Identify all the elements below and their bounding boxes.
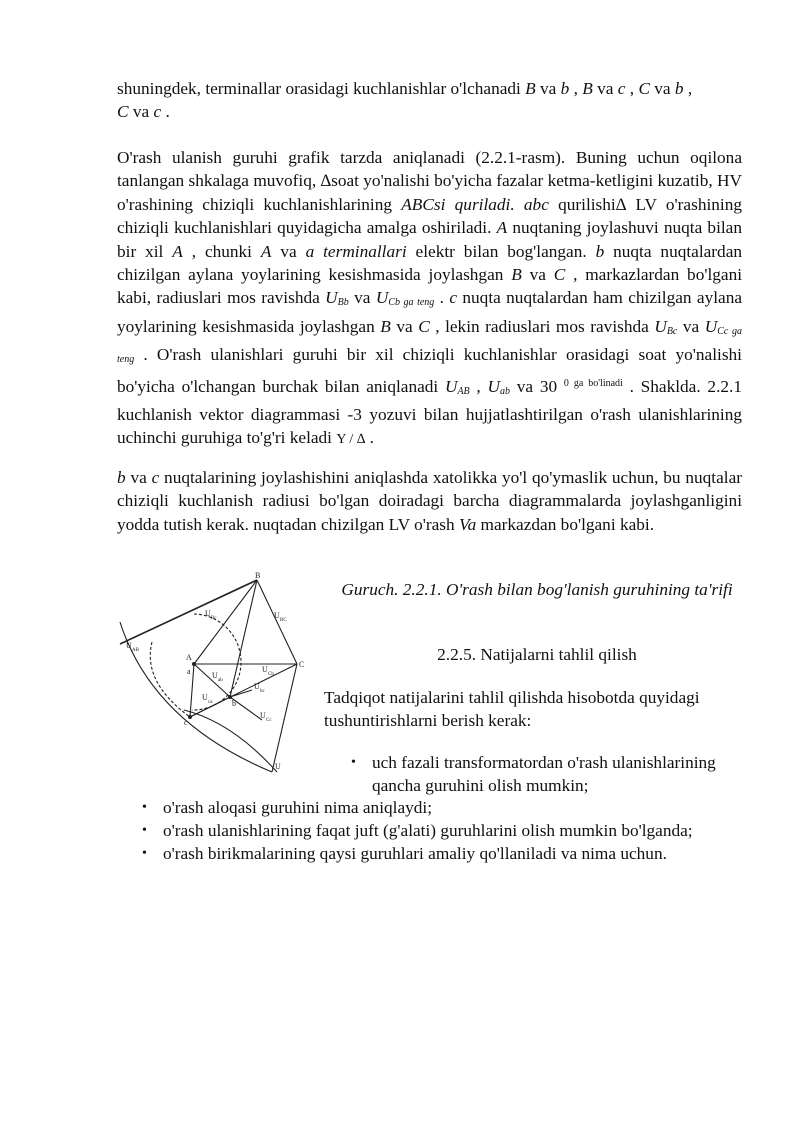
symbol: B xyxy=(582,79,593,98)
text: va xyxy=(125,468,152,487)
subscript: Cc xyxy=(266,718,272,723)
bullet-icon: • xyxy=(351,755,356,770)
text: va xyxy=(677,316,705,336)
symbol: B xyxy=(380,316,391,336)
symbol: B xyxy=(511,265,522,285)
bullet-text: o'rash ulanishlarining faqat juft (g'alati) guruhlarini olish mumkin bo'lganda; xyxy=(163,821,693,840)
paragraph-terminal-voltages xyxy=(117,77,742,124)
symbol: c xyxy=(151,468,160,487)
subscript: ab xyxy=(500,385,511,397)
subscript: Cc ga teng xyxy=(117,325,743,366)
text: va xyxy=(390,316,419,336)
bullet-icon: • xyxy=(142,800,147,815)
symbol: U xyxy=(704,316,718,336)
text: shuningdek, terminallar orasidagi kuchlanishlar o'lchanadi xyxy=(117,79,526,98)
text: . xyxy=(365,428,374,448)
subscript: bc xyxy=(260,689,265,694)
subscript: AB xyxy=(132,648,139,653)
text: , xyxy=(469,376,488,396)
label-U-bottom: U xyxy=(275,762,281,771)
subscript: BC xyxy=(280,618,287,623)
line-b-arrow xyxy=(230,690,252,697)
symbol: C xyxy=(418,316,430,336)
text: va xyxy=(348,288,376,308)
label-U-ca: U xyxy=(202,693,208,702)
text: O'rash ulanish guruhi grafik tarzda aniqlanadi (2.2.1-rasm). Buning uchun oqilona tanlangan shkalaga muvofiq, ∆soat yo'nalishi bo'yicha fazalar ketma-ketligini kuzatib, HV o'rashining chiziqli kuchlanishlarining xyxy=(117,148,742,214)
symbol: A xyxy=(172,241,183,261)
symbol: ABCsi quriladi. abc xyxy=(401,194,549,214)
figure-caption: Guruch. 2.2.1. O'rash bilan bog'lanish guruhining ta'rifi xyxy=(341,580,733,599)
section-heading: 2.2.5. Natijalarni tahlil qilish xyxy=(437,645,637,664)
bullet-text: o'rash aloqasi guruhini nima aniqlaydi; xyxy=(163,798,432,817)
text: qurilishi∆ LV o'rashining chiziqli kuchlanishlari quyidagicha amalga oshiriladi. xyxy=(117,194,742,238)
line-C-down xyxy=(272,664,297,772)
symbol: U xyxy=(487,376,501,396)
label-c: c xyxy=(184,718,188,727)
label-C: C xyxy=(299,660,305,669)
text: . xyxy=(434,288,450,308)
symbol: A xyxy=(496,218,508,238)
text: elektr bilan bog'langan. xyxy=(406,241,596,261)
text: , xyxy=(683,79,693,98)
text: va 30 xyxy=(510,376,564,396)
label-A: A xyxy=(186,653,192,662)
text: nuqta nuqtalardan chizilgan aylana yoylarining kesishmasida joylashgan xyxy=(117,241,743,285)
label-B: B xyxy=(255,572,261,580)
label-b: b xyxy=(232,699,236,708)
text: . Shaklda. 2.2.1 kuchlanish vektor diagrammasi -3 yozuvi bilan hujjatlashtirilgan o'rash ulanishlarining uchinchi guruhiga to'g'ri keladi xyxy=(117,376,742,448)
symbol: c xyxy=(449,288,458,308)
text: markazdan bo'lgani kabi. xyxy=(476,514,655,534)
subscript: Bc xyxy=(666,325,678,337)
symbol: Va xyxy=(458,514,477,534)
line-BC xyxy=(257,580,297,664)
text: va xyxy=(271,241,306,261)
subscript: ab xyxy=(218,678,223,683)
subscript: Cb ga teng xyxy=(388,297,435,309)
label-a: a xyxy=(187,667,191,676)
text: va xyxy=(649,79,675,98)
subscript: Bb xyxy=(337,297,349,309)
symbol: B xyxy=(525,79,536,98)
text: va xyxy=(592,79,618,98)
analysis-intro: Tadqiqot natijalarini tahlil qilishda hisobotda quyidagi tushuntirishlarni berish kerak: xyxy=(324,688,700,731)
subscript: Bc xyxy=(211,616,217,621)
label-U-Cb: U xyxy=(262,665,268,674)
label-U-bc: U xyxy=(254,682,260,691)
symbol: U xyxy=(444,376,458,396)
label-U-ab: U xyxy=(212,671,218,680)
symbol: b xyxy=(560,79,570,98)
label-U-Bc: U xyxy=(205,609,211,618)
bullet-icon: • xyxy=(142,846,147,861)
symbol: U xyxy=(325,288,338,308)
label-U-Cc: U xyxy=(260,711,266,720)
text: va xyxy=(128,102,154,122)
vector-diagram-figure xyxy=(112,572,327,777)
text: va xyxy=(521,265,554,285)
bullet-item xyxy=(142,819,753,842)
subscript: AB xyxy=(457,385,470,397)
bullet-icon: • xyxy=(142,823,147,838)
bullet-text: o'rash birikmalarining qaysi guruhlari amaliy qo'llaniladi va nima uchun. xyxy=(163,844,667,863)
text: nuqtaning joylashuvi nuqta bilan bir xil xyxy=(117,218,742,261)
superscript: 0 ga bo'linadi xyxy=(563,377,623,389)
symbol: c xyxy=(617,79,626,98)
paragraph-note xyxy=(117,466,742,536)
text: , xyxy=(569,79,583,98)
symbol: b xyxy=(117,468,126,487)
subscript: Cb xyxy=(268,672,274,677)
paragraph-graphical-method xyxy=(117,146,742,452)
symbol: b xyxy=(674,79,684,98)
symbol: C xyxy=(553,265,566,285)
text: Y / ∆ xyxy=(336,432,366,448)
text: , chunki xyxy=(182,241,261,261)
symbol: C xyxy=(117,102,129,122)
text: nuqta nuqtalardan ham chizilgan aylana yoylarining kesishmasida joylashgan xyxy=(117,288,743,336)
symbol: A xyxy=(260,241,272,261)
symbol: b xyxy=(595,241,605,261)
arc-large xyxy=(120,622,272,772)
text: , markazlardan bo'lgani kabi, radiuslari mos ravishda xyxy=(117,265,743,308)
text: nuqtalarining joylashishini aniqlashda xatolikka yo'l qo'ymaslik uchun, bu nuqtalar chiziqli kuchlanish radiusi bo'lgan doiradagi barcha diagrammalarda joylashganligini yodda tutish kerak. nuqtadan chizilgan LV o'rash xyxy=(117,468,742,534)
line-A-c xyxy=(190,664,194,717)
bullet-item xyxy=(142,796,753,819)
bullet-text: uch fazali transformatordan o'rash ulanishlarining qancha guruhini olish mumkin; xyxy=(372,753,716,796)
text: . O'rash ulanishlari guruhi bir xil chiziqli kuchlanishlar orasidagi soat yo'nalishi bo'yicha o'lchangan burchak bilan aniqlanadi xyxy=(117,345,742,396)
symbol: a terminallari xyxy=(305,241,407,261)
label-U-BC: U xyxy=(274,611,280,620)
text: va xyxy=(535,79,561,98)
bullet-item xyxy=(351,751,752,798)
symbol: c xyxy=(153,102,162,122)
line-a-b xyxy=(194,664,230,697)
subscript: ca xyxy=(208,700,213,705)
text: , xyxy=(625,79,639,98)
label-U-AB: U xyxy=(126,641,132,650)
symbol: C xyxy=(638,79,650,98)
text: , lekin radiuslari mos ravishda xyxy=(429,316,655,336)
symbol: U xyxy=(375,288,389,308)
bullet-item xyxy=(142,842,753,865)
line-B-left xyxy=(120,580,257,644)
text: . xyxy=(161,102,170,122)
symbol: U xyxy=(654,316,667,336)
